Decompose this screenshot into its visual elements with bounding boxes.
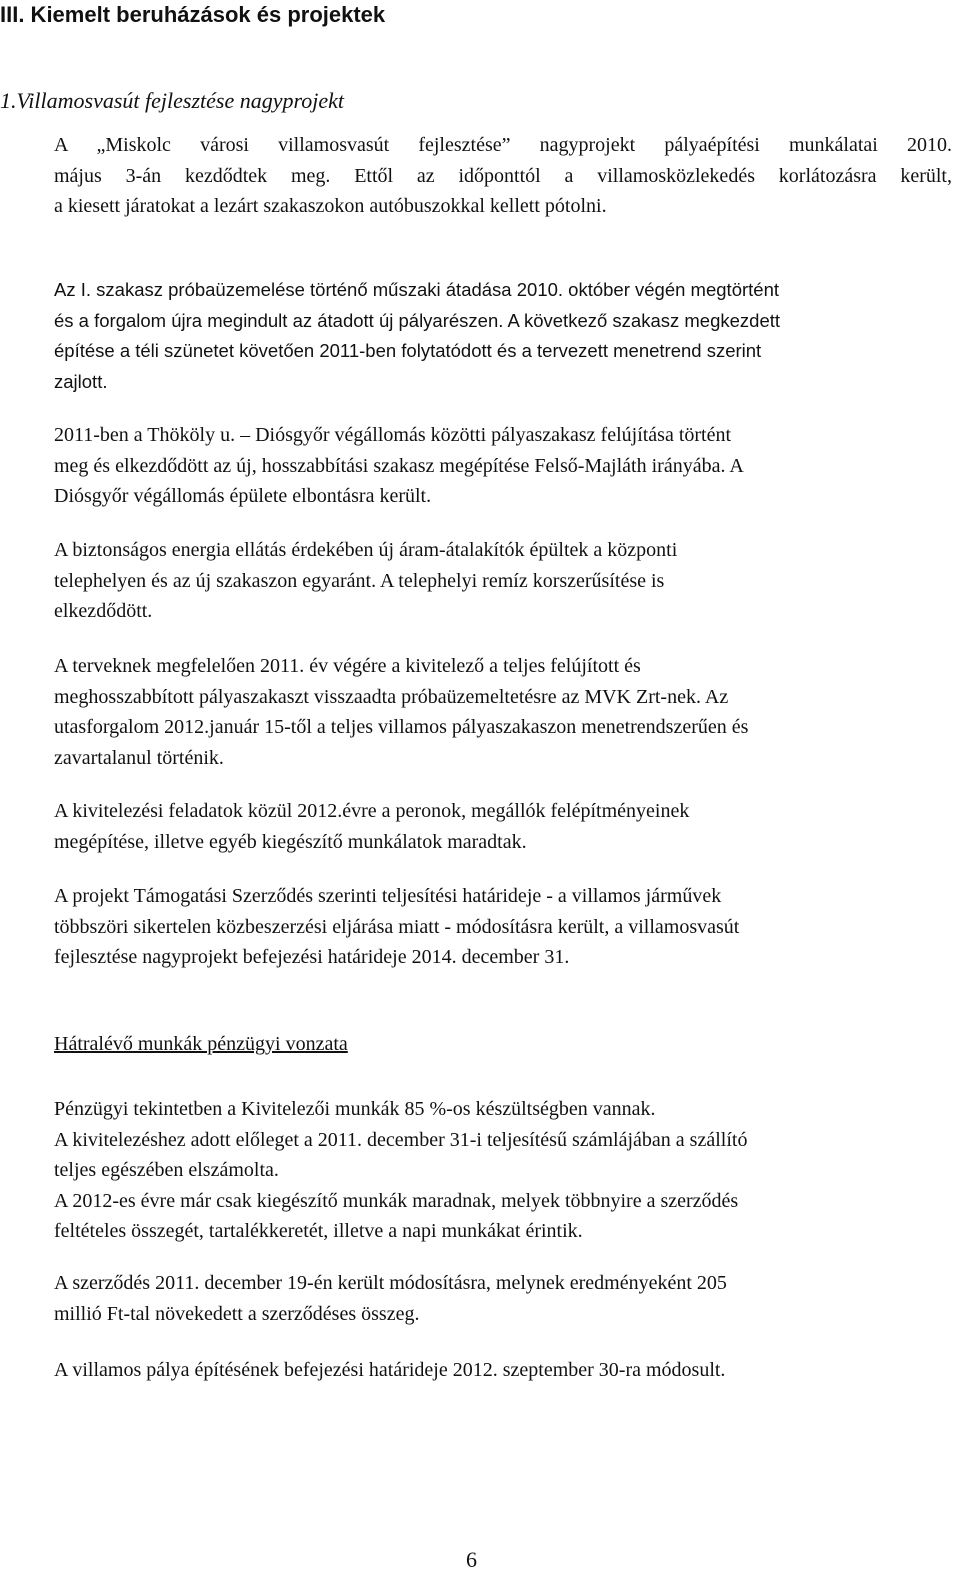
paragraph-line: Pénzügyi tekintetben a Kivitelezői munkák 85 %-os készültségben vannak.: [54, 1098, 656, 1120]
paragraph-line: zavartalanul történik.: [54, 746, 224, 769]
paragraph-financial-status: [54, 1094, 952, 1247]
paragraph-line: Az I. szakasz próbaüzemelése történő műszaki átadása 2010. október végén megtörtént: [54, 279, 779, 300]
paragraph-line: feltételes összegét, tartalékkeretét, illetve a napi munkákat érintik.: [54, 1220, 583, 1242]
paragraph-line: A projekt Támogatási Szerződés szerinti teljesítési határideje - a villamos járművek: [54, 885, 722, 907]
paragraph-line: A kivitelezéshez adott előleget a 2011. december 31-i teljesítésű számlájában a szállító: [54, 1128, 748, 1151]
section-heading: III. Kiemelt beruházások és projektek: [0, 2, 386, 27]
paragraph-line: A 2012-es évre már csak kiegészítő munkák maradnak, melyek többnyire a szerződés: [54, 1189, 739, 1212]
paragraph-first-section: [54, 275, 952, 397]
paragraph-line: a kiesett járatokat a lezárt szakaszokon autóbuszokkal kellett pótolni.: [54, 195, 607, 217]
paragraph-contract-amendment: [54, 1268, 952, 1329]
paragraph-energy-supply: [54, 535, 952, 627]
paragraph-line: elkezdődött.: [54, 600, 153, 622]
paragraph-thokoly-section: [54, 420, 952, 512]
paragraph-line: telephelyen és az új szakaszon egyaránt. A telephelyi remíz korszerűsítése is: [54, 569, 665, 592]
paragraph-line: A kivitelezési feladatok közül 2012.évre a peronok, megállók felépítményeinek: [54, 800, 690, 822]
paragraph-final-deadline: [54, 1355, 952, 1386]
paragraph-line: május 3-án kezdődtek meg. Ettől az időponttól a villamosközlekedés korlátozásra került,: [54, 164, 952, 187]
paragraph-line: fejlesztése nagyprojekt befejezési határideje 2014. december 31.: [54, 946, 570, 968]
paragraph-line: megépítése, illetve egyéb kiegészítő munkálatok maradtak.: [54, 830, 527, 853]
paragraph-line: millió Ft-tal növekedett a szerződéses összeg.: [54, 1302, 420, 1325]
paragraph-project-start: [54, 130, 952, 222]
paragraph-line: utasforgalom 2012.január 15-től a teljes villamos pályaszakaszon menetrendszerűen és: [54, 716, 749, 738]
paragraph-line: építése a téli szünetet követően 2011-ben folytatódott és a tervezett menetrend szerint: [54, 340, 762, 361]
paragraph-line: A villamos pálya építésének befejezési határideje 2012. szeptember 30-ra módosult.: [54, 1359, 726, 1381]
paragraph-line: teljes egészében elszámolta.: [54, 1159, 279, 1181]
subsection-heading: 1.Villamosvasút fejlesztése nagyprojekt: [0, 88, 344, 113]
financial-heading-text: Hátralévő munkák pénzügyi vonzata: [54, 1033, 348, 1055]
paragraph-line: A terveknek megfelelően 2011. év végére a kivitelező a teljes felújított és: [54, 655, 641, 677]
paragraph-line: zajlott.: [54, 370, 108, 392]
paragraph-line: meghosszabbított pályaszakaszt visszaadta próbaüzemeltetésre az MVK Zrt-nek. Az: [54, 685, 729, 708]
paragraph-handover: [54, 651, 952, 773]
paragraph-line: meg és elkezdődött az új, hosszabbítási szakasz megépítése Felső-Majláth irányába. A: [54, 454, 744, 477]
paragraph-line: A szerződés 2011. december 19-én került módosításra, melynek eredményeként 205: [54, 1272, 727, 1294]
financial-section-heading: [54, 1029, 952, 1060]
paragraph-line: többszöri sikertelen közbeszerzési eljárása miatt - módosításra került, a villamosvasút: [54, 915, 740, 938]
paragraph-remaining-tasks: [54, 796, 952, 857]
paragraph-line: A biztonságos energia ellátás érdekében új áram-átalakítók épültek a központi: [54, 539, 678, 561]
paragraph-line: Diósgyőr végállomás épülete elbontásra került.: [54, 485, 432, 507]
paragraph-line: és a forgalom újra megindult az átadott új pályarészen. A következő szakasz megkezdett: [54, 309, 781, 331]
page-number: 6: [466, 1547, 477, 1572]
paragraph-deadline: [54, 881, 952, 973]
paragraph-line: 2011-ben a Thököly u. – Diósgyőr végállomás közötti pályaszakasz felújítása történt: [54, 424, 732, 446]
paragraph-line: A „Miskolc városi villamosvasút fejlesztése” nagyprojekt pályaépítési munkálatai 2010.: [54, 134, 952, 156]
